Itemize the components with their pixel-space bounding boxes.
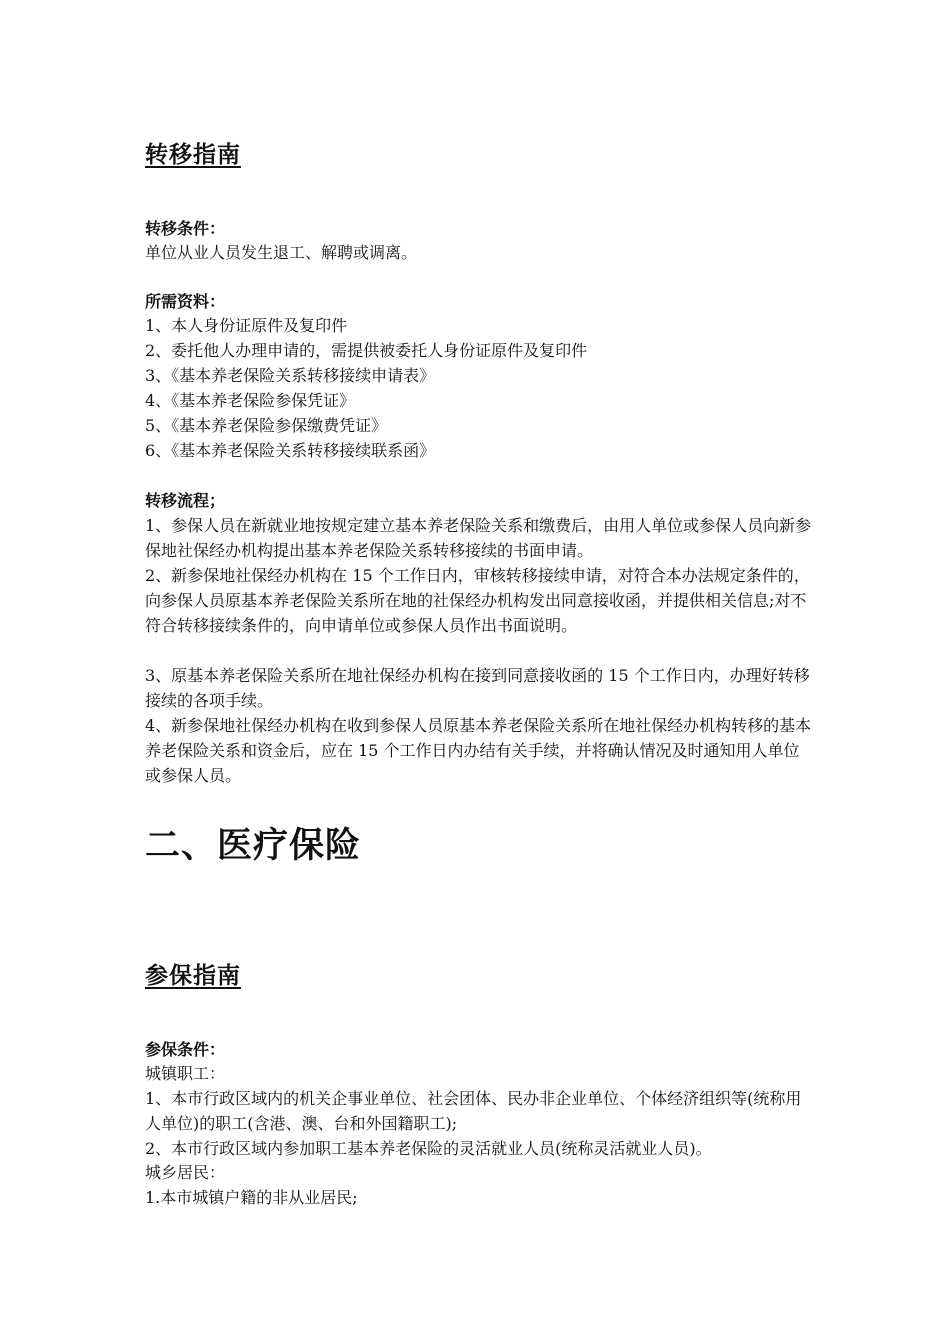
process-step: 4、新参保地社保经办机构在收到参保人员原基本养老保险关系所在地社保经办机构转移的基本养老保险关系和资金后，应在 15 个工作日内办结有关手续，并将确认情况及时通知用人单位或参保人员。: [145, 716, 812, 785]
urban-workers-item: 2、本市行政区域内参加职工基本养老保险的灵活就业人员(统称灵活就业人员)。: [145, 1139, 712, 1158]
enrollment-guide-heading: 参保指南: [145, 962, 241, 989]
residents-label: 城乡居民：: [145, 1163, 226, 1182]
urban-workers-item: 1、本市行政区域内的机关企事业单位、社会团体、民办非企业单位、个体经济组织等(统称用人单位)的职工(含港、澳、台和外国籍职工);: [145, 1089, 802, 1133]
process-step: 1、参保人员在新就业地按规定建立基本养老保险关系和缴费后，由用人单位或参保人员向新参保地社保经办机构提出基本养老保险关系转移接续的书面申请。: [145, 516, 812, 560]
materials-item: 4、《基本养老保险参保凭证》: [145, 391, 356, 410]
materials-item: 5、《基本养老保险参保缴费凭证》: [145, 416, 388, 435]
materials-item: 2、委托他人办理申请的，需提供被委托人身份证原件及复印件: [145, 341, 588, 360]
urban-workers-label: 城镇职工：: [145, 1064, 226, 1083]
process-step: 2、新参保地社保经办机构在 15 个工作日内，审核转移接续申请，对符合本办法规定条件的，向参保人员原基本养老保险关系所在地的社保经办机构发出同意接收函，并提供相关信息;对不符合转移接续条件的，向申请单位或参保人员作出书面说明。: [145, 566, 810, 635]
process-step: 3、原基本养老保险关系所在地社保经办机构在接到同意接收函的 15 个工作日内，办理好转移接续的各项手续。: [145, 666, 810, 710]
transfer-guide-heading: 转移指南: [145, 141, 241, 168]
medical-insurance-heading: 二、医疗保险: [145, 825, 362, 866]
materials-item: 6、《基本养老保险关系转移接续联系函》: [145, 441, 436, 460]
process-label: 转移流程；: [145, 491, 226, 510]
materials-item: 1、本人身份证原件及复印件: [145, 316, 348, 335]
transfer-conditions-label: 转移条件：: [145, 219, 226, 238]
transfer-conditions-text: 单位从业人员发生退工、解聘或调离。: [145, 243, 418, 262]
enrollment-conditions-label: 参保条件：: [145, 1040, 226, 1059]
materials-item: 3、《基本养老保险关系转移接续申请表》: [145, 366, 436, 385]
residents-item: 1.本市城镇户籍的非从业居民;: [145, 1188, 358, 1207]
materials-label: 所需资料：: [145, 292, 226, 311]
